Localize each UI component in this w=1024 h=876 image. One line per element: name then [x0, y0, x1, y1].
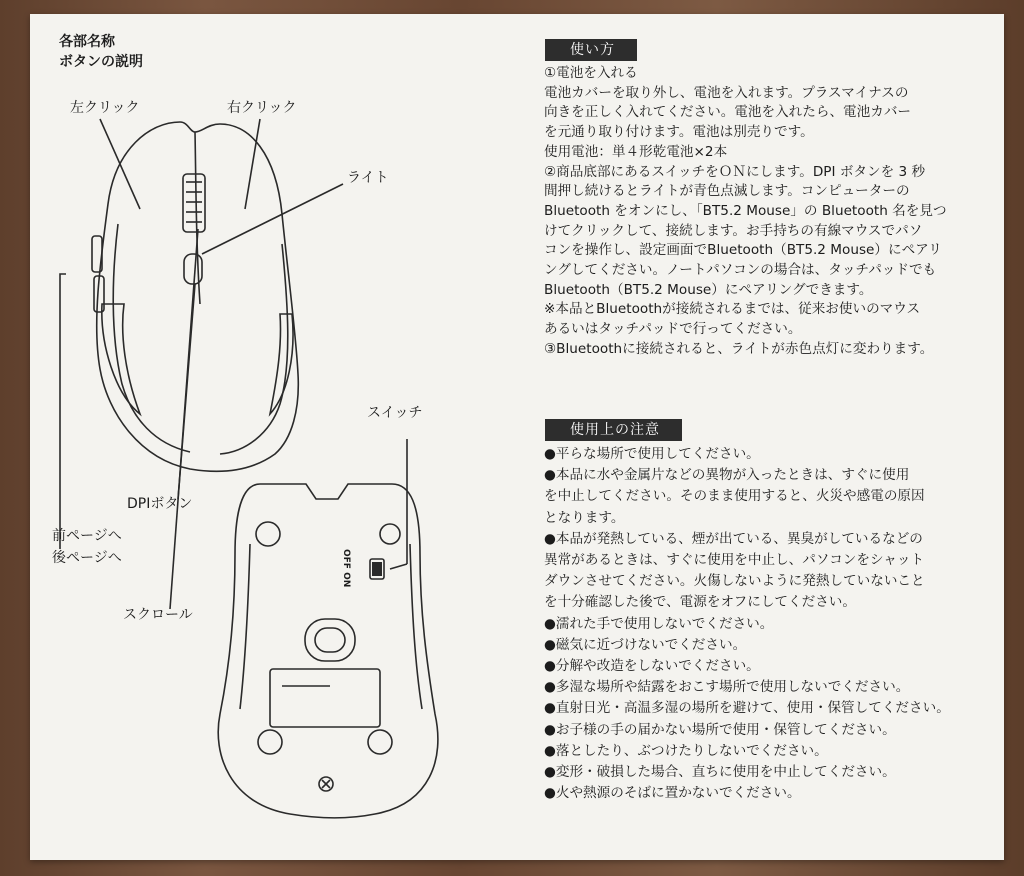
foot-pad-bottom-right: [368, 730, 392, 754]
section-caution-title: 使用上の注意: [545, 419, 682, 441]
caution-line: ●本品に水や金属片などの異物が入ったときは、すぐに使用: [544, 467, 910, 484]
caution-line: ●落としたり、ぶつけたりしないでください。: [544, 742, 828, 759]
caution-line: ●分解や改造をしないでください。: [544, 658, 760, 675]
caution-text: [544, 444, 1002, 804]
caution-line: となります。: [544, 509, 625, 526]
label-off-on: OFF ON: [341, 549, 351, 588]
section-usage-title: 使い方: [545, 39, 637, 61]
label-back-page: 後ページへ: [52, 550, 122, 566]
label-right-click: 右クリック: [227, 100, 297, 116]
caution-line: ●磁気に近づけないでください。: [544, 636, 747, 653]
caution-line: ●直射日光・高温多湿の場所を避けて、使用・保管してください。: [544, 700, 950, 717]
diagram-heading-line2: ボタンの説明: [59, 54, 143, 70]
button-divider: [195, 132, 200, 304]
caution-line: を十分確認した後で、電源をオフにしてください。: [544, 594, 856, 611]
label-light: ライト: [347, 170, 389, 186]
foot-pad-top-left: [256, 522, 280, 546]
diagram-heading-line1: 各部名称: [59, 34, 115, 50]
caution-line: ●多湿な場所や結露をおこす場所で使用しないでください。: [544, 679, 910, 696]
mouse-bottom-inner: [240, 544, 250, 709]
usage-text: [544, 64, 1002, 360]
sensor: [305, 619, 355, 661]
instruction-card: [30, 14, 1004, 860]
foot-pad-bottom-left: [258, 730, 282, 754]
usage-line: コンを操作し、設定画面でBluetooth（BT5.2 Mouse）にペアリ: [544, 242, 942, 259]
caution-line: ●濡れた手で使用しないでください。: [544, 615, 774, 632]
caution-line: ダウンさせてください。火傷しないように発熱していないこと: [544, 573, 925, 590]
label-dpi-button: DPIボタン: [127, 496, 193, 512]
usage-line: ①電池を入れる: [544, 65, 638, 81]
caution-line: ●お子様の手の届かない場所で使用・保管してください。: [544, 721, 896, 738]
foot-pad-top-right: [380, 524, 400, 544]
mouse-bottom-outline: [218, 484, 438, 818]
caution-line: ●本品が発熱している、煙が出ている、異臭がしているなどの: [544, 530, 923, 547]
usage-line: ③Bluetoothに接続されると、ライトが赤色点灯に変わります。: [544, 340, 934, 357]
label-scroll: スクロール: [123, 607, 193, 623]
usage-line: 使用電池：単４形乾電池×2本: [544, 143, 728, 160]
caution-line: ●変形・破損した場合、直ちに使用を中止してください。: [544, 764, 896, 781]
usage-line: Bluetooth をオンにし、「BT5.2 Mouse」の Bluetooth 名を見つ: [544, 202, 947, 219]
mouse-top-inner-left: [113, 224, 190, 452]
usage-line: あるいはタッチパッドで行ってください。: [544, 321, 802, 338]
usage-line: 電池カバーを取り外し、電池を入れます。プラスマイナスの: [544, 84, 909, 101]
usage-line: けてクリックして、接続します。お手持ちの有線マウスでパソ: [544, 222, 923, 239]
mouse-top-inner-right: [220, 244, 288, 454]
usage-line: ②商品底部にあるスイッチをＯＮにします。DPI ボタンを 3 秒: [544, 163, 926, 180]
label-forward-page: 前ページへ: [52, 528, 122, 544]
battery-cover: [270, 669, 380, 727]
usage-line: Bluetooth（BT5.2 Mouse）にペアリングできます。: [544, 281, 873, 298]
usage-line: を元通り取り付けます。電池は別売りです。: [544, 124, 814, 141]
usage-line: 間押し続けるとライトが青色点滅します。コンピューターの: [544, 183, 910, 200]
usage-line: ※本品とBluetoothが接続されるまでは、従来お使いのマウス: [544, 301, 921, 318]
mouse-diagram: [30, 14, 530, 860]
caution-line: ●火や熱源のそばに置かないでください。: [544, 785, 801, 802]
usage-line: 向きを正しく入れてください。電池を入れたら、電池カバー: [544, 104, 912, 121]
usage-line: ングしてください。ノートパソコンの場合は、タッチパッドでも: [544, 262, 937, 279]
caution-line: ●平らな場所で使用してください。: [544, 446, 760, 462]
label-switch: スイッチ: [367, 405, 423, 421]
label-left-click: 左クリック: [70, 100, 140, 116]
caution-line: 異常があるときは、すぐに使用を中止し、パソコンをシャット: [544, 552, 925, 569]
caution-line: を中止してください。そのまま使用すると、火災や感電の原因: [544, 488, 925, 505]
